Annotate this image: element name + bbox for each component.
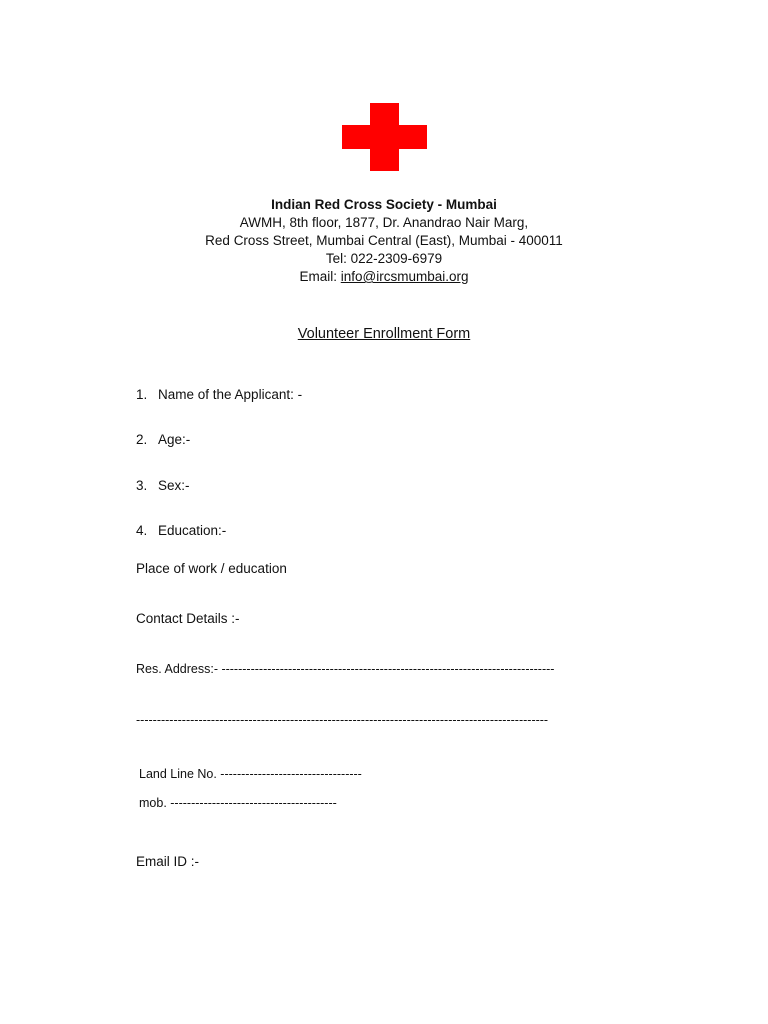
form-item-sex [136, 478, 190, 493]
form-item-education [136, 523, 226, 538]
item-number: 3. [136, 478, 148, 493]
red-cross-horizontal-bar [342, 125, 427, 149]
email-id-label: Email ID :- [136, 854, 200, 869]
form-title: Volunteer Enrollment Form [297, 326, 471, 342]
address-line-1: AWMH, 8th floor, 1877, Dr. Anandrao Nair Marg, [239, 215, 529, 230]
email-row [0, 268, 768, 286]
item-label: Sex:- [158, 478, 190, 493]
address-line-2: Red Cross Street, Mumbai Central (East), Mumbai - 400011 [205, 233, 563, 248]
form-item-name [136, 387, 302, 402]
organization-name: Indian Red Cross Society - Mumbai [271, 197, 497, 212]
form-item-age [136, 432, 190, 447]
email-label: Email: [299, 269, 341, 284]
item-label: Age:- [158, 432, 191, 447]
item-label: Education:- [158, 523, 227, 538]
item-number: 2. [136, 432, 148, 447]
address-continuation-line: --------------------------------------------------------------------------------------------------- [136, 713, 549, 727]
organization-header [0, 196, 768, 286]
red-cross-icon [342, 103, 427, 171]
contact-details-label: Contact Details :- [136, 611, 240, 626]
place-of-work-label: Place of work / education [136, 561, 287, 576]
mobile-field: mob. ---------------------------------------- [139, 796, 337, 810]
email-link[interactable]: info@ircsmumbai.org [340, 269, 469, 284]
telephone: Tel: 022-2309-6979 [325, 251, 443, 266]
item-number: 1. [136, 387, 148, 402]
land-line-field: Land Line No. ---------------------------------- [139, 767, 362, 781]
residential-address-field: Res. Address:- -------------------------------------------------------------------------------- [136, 662, 555, 676]
item-label: Name of the Applicant: - [158, 387, 303, 402]
item-number: 4. [136, 523, 148, 538]
